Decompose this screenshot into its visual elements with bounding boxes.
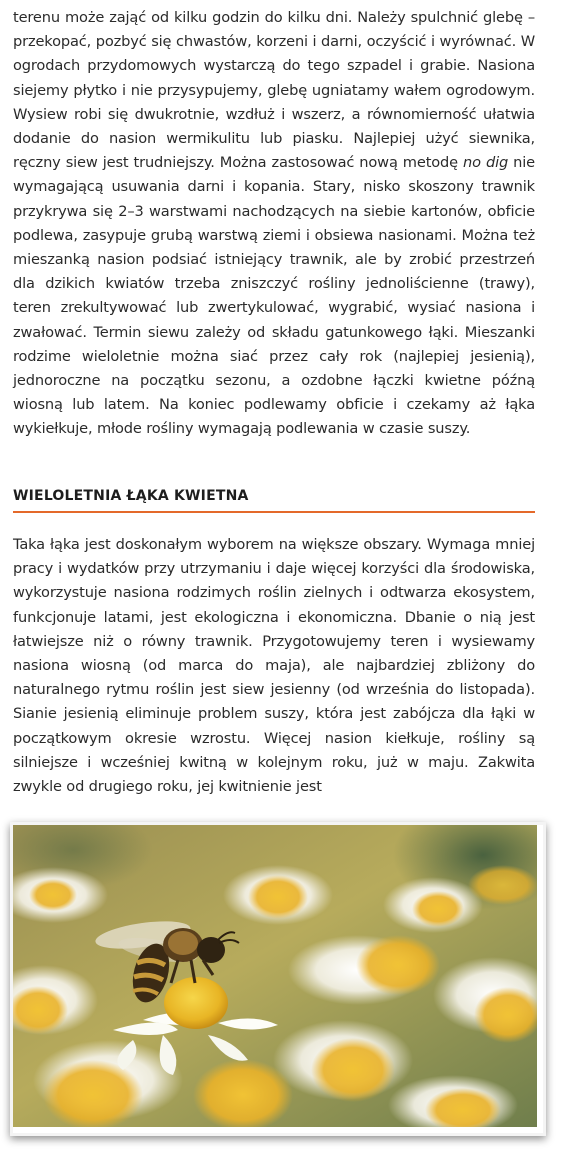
article-paragraph-2: Taka łąka jest doskonałym wyborem na większe obszary. Wymaga mniej pracy i wydatków przy utrzymaniu i daje więcej korzyści dla środowiska, wykorzystuje nasiona rodzimych roślin zielnych i odtwarza ekosystem, funkcjonuje latami, jest ekologiczna i ekonomiczna. Dbanie o nią jest łatwiejsze niż o równy trawnik. Przygotowujemy teren i wysiewamy nasiona wiosną (od marca do maja), ale najbardziej zbliżony do naturalnego rytmu roślin jest siew jesienny (od września do listopada). Sianie jesienią eliminuje problem suszy, która jest zabójcza dla łąki w początkowym okresie wzrostu. Więcej nasion kiełkuje, rośliny są silniejsze i wcześniej kwitną w kolejnym roku, już w maju. Zakwita zwykle od drugiego roku, jej kwitnienie jest [13, 536, 535, 796]
section-heading: WIELOLETNIA ŁĄKA KWIETNA [13, 488, 535, 513]
no-dig-emphasis: no dig [463, 154, 509, 172]
bee-on-chamomile-image [13, 825, 537, 1127]
paragraph-1-text-b: nie wymagającą usuwania darni i kopania. Stary, nisko skoszony trawnik przykrywa się 2–3 warstwami nachodzących na siebie kartonów, obficie podlewa, zasypuje grubą warstwą ziemi i obsiewa nasionami. Można też mieszanką nasion podsiać istniejący trawnik, ale by zrobić przestrzeń dla dzikich kwiatów trzeba zniszczyć rośliny jednoliścienne (trawy), teren zrekultywować lub zwertykulować, wygrabić, wysiać nasiona i zwałować. Termin siewu zależy od składu gatunkowego łąki. Mieszanki rodzime wieloletnie można siać przez cały rok (najlepiej jesienią), jednoroczne na początku sezonu, a ozdobne łączki kwietne późną wiosną lub latem. Na koniec podlewamy obficie i czekamy aż łąka wykiełkuje, młode rośliny wymagają podlewania w czasie suszy. [13, 154, 535, 438]
bee-flower-photo [10, 822, 546, 1136]
paragraph-1-text-a: terenu może zająć od kilku godzin do kilku dni. Należy spulchnić glebę – przekopać, pozbyć się chwastów, korzeni i darni, oczyścić i wyrównać. W ogrodach przydomowych wystarczą do tego szpadel i grabie. Nasiona siejemy płytko i nie przysypujemy, glebę ugniatamy wałem ogrodowym. Wysiew robi się dwukrotnie, wzdłuż i wszerz, a równomierność ułatwia dodanie do nasion wermikulitu lub piasku. Najlepiej użyć siewnika, ręczny siew jest trudniejszy. Można zastosować nową metodę [13, 9, 535, 172]
article-paragraph-1 [13, 6, 535, 442]
